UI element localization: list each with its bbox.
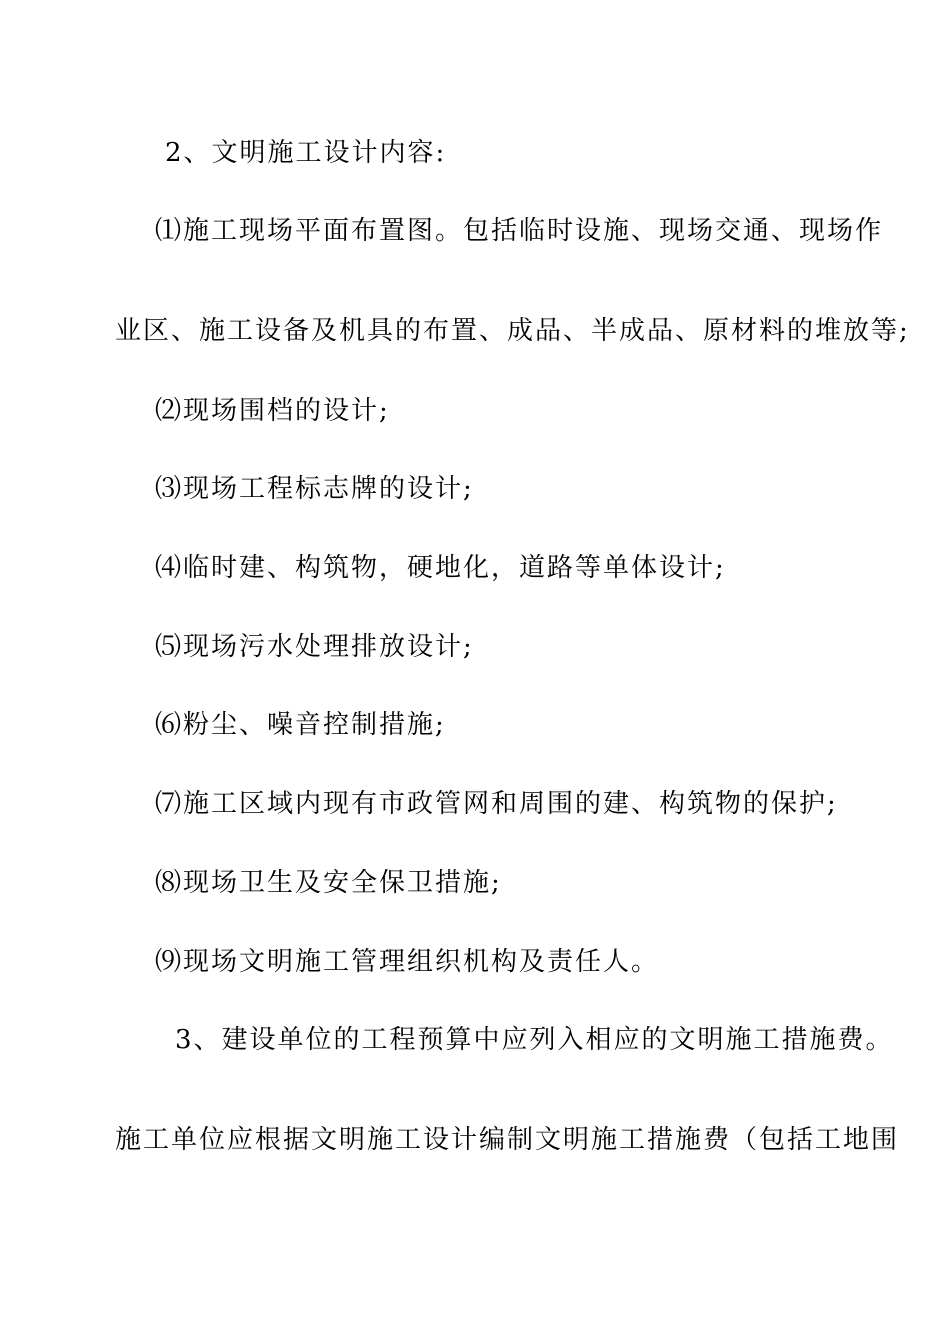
item-8: ⑻现场卫生及安全保卫措施; [155, 868, 502, 898]
item-9: ⑼现场文明施工管理组织机构及责任人。 [155, 947, 660, 977]
item-5: ⑸现场污水处理排放设计; [155, 632, 474, 662]
item-3: ⑶现场工程标志牌的设计; [155, 474, 474, 504]
item-4: ⑷临时建、构筑物，硬地化，道路等单体设计; [155, 553, 726, 583]
item-6: ⑹粉尘、噪音控制措施; [155, 710, 446, 740]
item-7: ⑺施工区域内现有市政管网和周围的建、构筑物的保护; [155, 789, 838, 819]
item-2: ⑵现场围档的设计; [155, 396, 390, 426]
item-1-line-2: 业区、施工设备及机具的布置、成品、半成品、原材料的堆放等; [115, 316, 910, 346]
section-3-line-2: 施工单位应根据文明施工设计编制文明施工措施费（包括工地围 [115, 1125, 900, 1155]
section-3-line-1: 3、建设单位的工程预算中应列入相应的文明施工措施费。 [175, 1025, 894, 1055]
section-2-heading: 2、文明施工设计内容: [165, 138, 447, 168]
item-1-line-1: ⑴施工现场平面布置图。包括临时设施、现场交通、现场作 [155, 216, 884, 246]
